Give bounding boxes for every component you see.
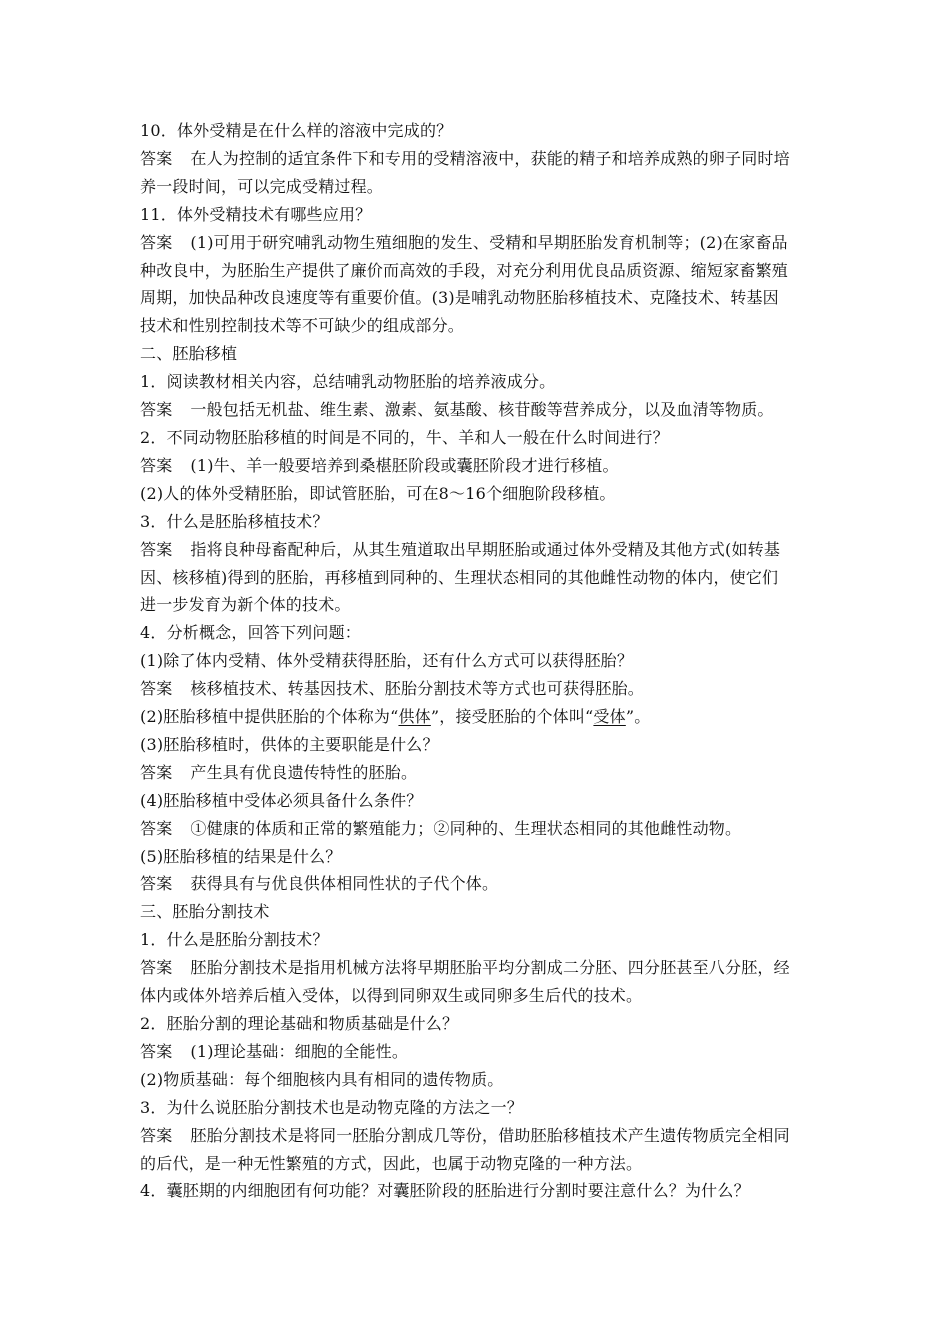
s2-answer-2-line-1 — [140, 452, 830, 480]
s2-question-4: 4．分析概念，回答下列问题： — [140, 623, 361, 643]
s3-answer-2-line-2: (2)物质基础：每个细胞核内具有相同的遗传物质。 — [140, 1069, 504, 1089]
answer-text: 产生具有优良遗传特性的胚胎。 — [190, 762, 418, 782]
answer-label: 答案 — [140, 400, 173, 420]
section-heading-2: 二、胚胎移植 — [140, 344, 238, 364]
s2-q4-answer-1 — [140, 675, 830, 703]
answer-10-line-2: 养一段时间，可以完成受精过程。 — [140, 176, 384, 196]
answer-text: 获得具有与优良供体相同性状的子代个体。 — [190, 874, 499, 894]
s2-q4-answer-3 — [140, 759, 830, 787]
answer-text: (1)理论基础：细胞的全能性。 — [190, 1041, 409, 1061]
answer-label: 答案 — [140, 874, 173, 894]
answer-text: 核移植技术、转基因技术、胚胎分割技术等方式也可获得胚胎。 — [190, 679, 645, 699]
s3-question-3: 3．为什么说胚胎分割技术也是动物克隆的方法之一？ — [140, 1097, 523, 1117]
s3-answer-3-line-1 — [140, 1122, 830, 1150]
s2-answer-2-line-2: (2)人的体外受精胚胎，即试管胚胎，可在8～16个细胞阶段移植。 — [140, 483, 616, 503]
answer-text: 胚胎分割技术是指用机械方法将早期胚胎平均分割成二分胚、四分胚甚至八分胚，经 — [190, 958, 790, 978]
sub-2-text-a: (2)胚胎移植中提供胚胎的个体称为“ — [140, 707, 399, 727]
sub-2-text-b: ”，接受胚胎的个体叫“ — [430, 707, 594, 727]
s3-answer-3-line-2: 的后代，是一种无性繁殖的方式，因此，也属于动物克隆的一种方法。 — [140, 1153, 643, 1173]
answer-label: 答案 — [140, 232, 173, 252]
answer-label: 答案 — [140, 958, 173, 978]
s3-question-4: 4．囊胚期的内细胞团有何功能？对囊胚阶段的胚胎进行分割时要注意什么？为什么？ — [140, 1181, 750, 1201]
answer-text: 一般包括无机盐、维生素、激素、氨基酸、核苷酸等营养成分，以及血清等物质。 — [190, 400, 774, 420]
answer-label: 答案 — [140, 539, 173, 559]
answer-text: (1)可用于研究哺乳动物生殖细胞的发生、受精和早期胚胎发育机制等；(2)在家畜品 — [190, 232, 788, 252]
recipient-term: 受体 — [593, 707, 626, 727]
section-heading-3: 三、胚胎分割技术 — [140, 902, 270, 922]
s2-q4-sub-5: (5)胚胎移植的结果是什么？ — [140, 846, 342, 866]
s2-answer-3-line-2: 因、核移植)得到的胚胎，再移植到同种的、生理状态相同的其他雌性动物的体内，使它们 — [140, 567, 779, 587]
s2-q4-sub-4: (4)胚胎移植中受体必须具备什么条件？ — [140, 790, 423, 810]
answer-11-line-1 — [140, 229, 830, 257]
s2-answer-3-line-3: 进一步发育为新个体的技术。 — [140, 595, 351, 615]
answer-11-line-2: 种改良中，为胚胎生产提供了廉价而高效的手段，对充分利用优良品质资源、缩短家畜繁殖 — [140, 260, 789, 280]
s2-question-3: 3．什么是胚胎移植技术？ — [140, 511, 329, 531]
answer-text: (1)牛、羊一般要培养到桑椹胚阶段或囊胚阶段才进行移植。 — [190, 455, 619, 475]
s3-question-2: 2．胚胎分割的理论基础和物质基础是什么？ — [140, 1014, 459, 1033]
s2-q4-answer-5 — [140, 870, 830, 898]
sub-2-text-c: ”。 — [625, 707, 651, 727]
s2-question-2: 2．不同动物胚胎移植的时间是不同的，牛、羊和人一般在什么时间进行？ — [140, 427, 669, 447]
s3-question-1: 1．什么是胚胎分割技术？ — [140, 930, 329, 950]
s2-answer-3-line-1 — [140, 536, 830, 564]
s3-answer-1-line-2: 体内或体外培养后植入受体，以得到同卵双生或同卵多生后代的技术。 — [140, 986, 643, 1006]
document-page — [140, 117, 830, 1205]
donor-term: 供体 — [398, 707, 431, 727]
answer-11-line-4: 技术和性别控制技术等不可缺少的组成部分。 — [140, 316, 465, 336]
answer-label: 答案 — [140, 148, 173, 168]
s3-answer-1-line-1 — [140, 954, 830, 982]
answer-text: 指将良种母畜配种后，从其生殖道取出早期胚胎或通过体外受精及其他方式(如转基 — [190, 539, 781, 559]
question-10: 10．体外受精是在什么样的溶液中完成的？ — [140, 121, 453, 140]
answer-label: 答案 — [140, 679, 173, 699]
answer-label: 答案 — [140, 455, 173, 475]
s3-answer-2-line-1 — [140, 1038, 830, 1066]
answer-text: 胚胎分割技术是将同一胚胎分割成几等份，借助胚胎移植技术产生遗传物质完全相同 — [190, 1125, 790, 1145]
question-11: 11．体外受精技术有哪些应用？ — [140, 204, 372, 224]
answer-label: 答案 — [140, 762, 173, 782]
s2-question-1: 1．阅读教材相关内容，总结哺乳动物胚胎的培养液成分。 — [140, 372, 556, 392]
s2-answer-1 — [140, 396, 830, 424]
answer-11-line-3: 周期，加快品种改良速度等有重要价值。(3)是哺乳动物胚胎移植技术、克隆技术、转基因 — [140, 288, 779, 308]
s2-q4-sub-1: (1)除了体内受精、体外受精获得胚胎，还有什么方式可以获得胚胎？ — [140, 651, 634, 671]
answer-label: 答案 — [140, 818, 173, 838]
answer-text: 在人为控制的适宜条件下和专用的受精溶液中，获能的精子和培养成熟的卵子同时培 — [190, 148, 790, 168]
answer-label: 答案 — [140, 1041, 173, 1061]
s2-q4-answer-4 — [140, 815, 830, 843]
answer-text: ①健康的体质和正常的繁殖能力；②同种的、生理状态相同的其他雌性动物。 — [190, 818, 742, 838]
s2-q4-sub-2 — [140, 703, 830, 731]
answer-10-line-1 — [140, 145, 830, 173]
answer-label: 答案 — [140, 1125, 173, 1145]
s2-q4-sub-3: (3)胚胎移植时，供体的主要职能是什么？ — [140, 734, 439, 754]
